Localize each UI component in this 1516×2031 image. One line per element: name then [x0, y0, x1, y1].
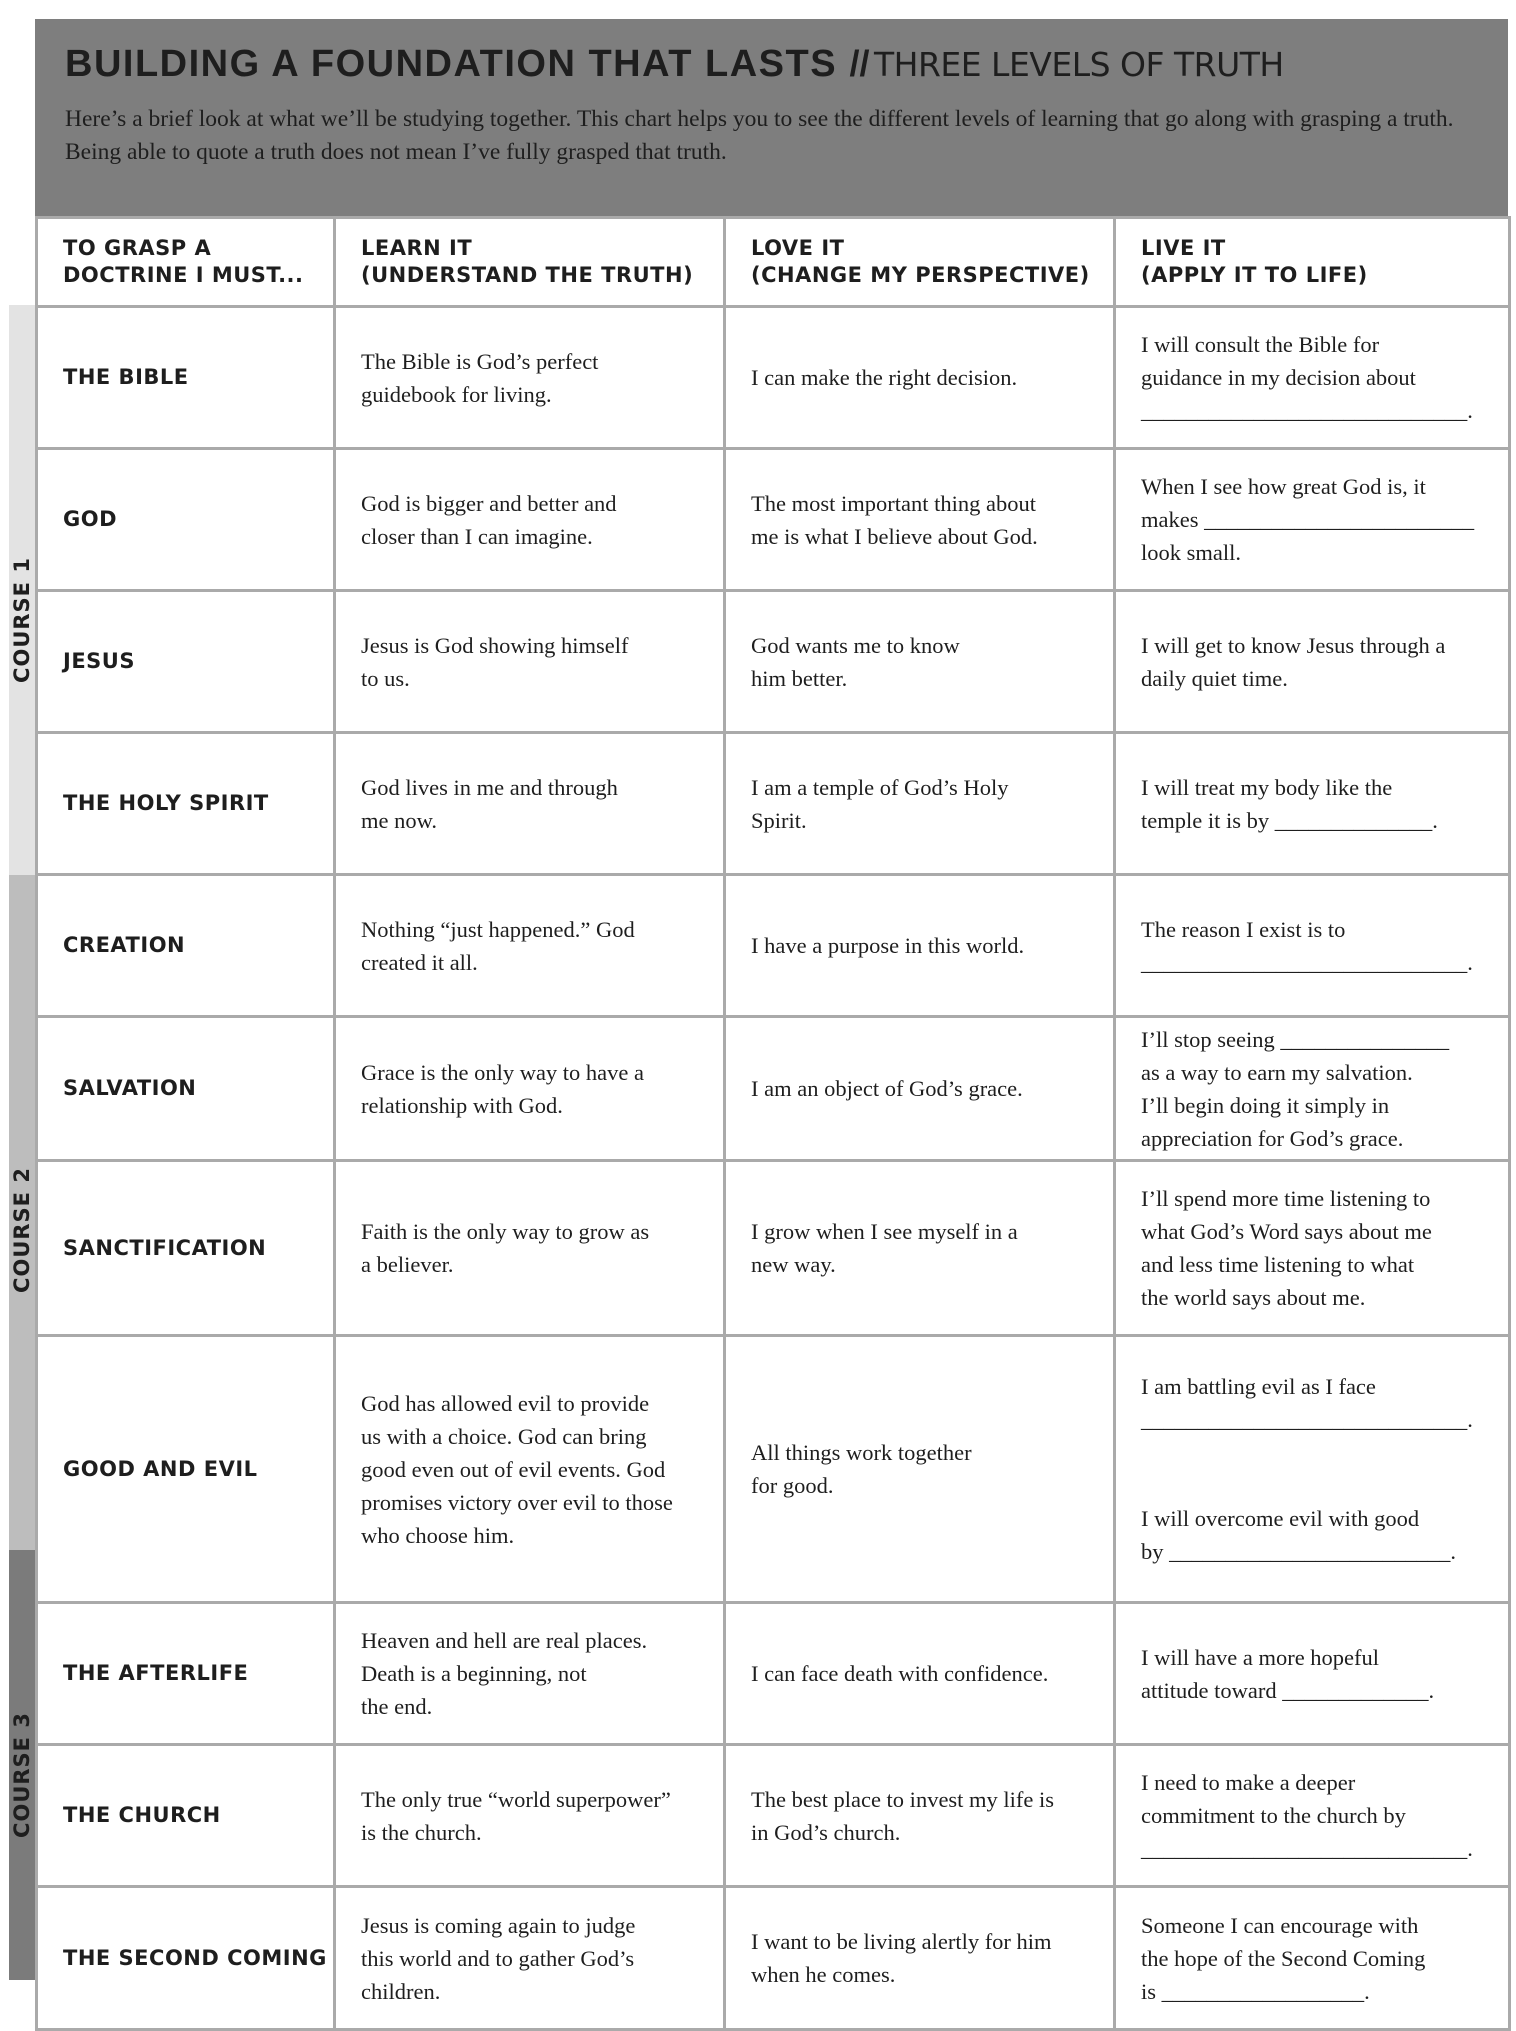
doctrine-cell: THE BIBLE — [37, 307, 335, 449]
learn-cell: Nothing “just happened.” God created it all. — [335, 875, 725, 1017]
live-cell: When I see how great God is, it makes ________________________ look small. — [1115, 449, 1510, 591]
learn-cell: Heaven and hell are real places. Death is a beginning, not the end. — [335, 1603, 725, 1745]
love-cell: All things work together for good. — [725, 1336, 1115, 1603]
learn-cell: Jesus is God showing himself to us. — [335, 591, 725, 733]
doctrine-cell: SANCTIFICATION — [37, 1161, 335, 1336]
table-row — [37, 1745, 1510, 1887]
table-row — [37, 1336, 1510, 1603]
learn-cell: God has allowed evil to provide us with a choice. God can bring good even out of evil events. God promises victory over evil to those who choose him. — [335, 1336, 725, 1603]
learn-cell: The only true “world superpower” is the church. — [335, 1745, 725, 1887]
intro-paragraph: Here’s a brief look at what we’ll be studying together. This chart helps you to see the different levels of learning that go along with grasping a truth. Being able to quote a truth does not mean I’ve fully grasped that truth. — [65, 106, 1454, 165]
doctrine-cell: SALVATION — [37, 1017, 335, 1161]
learn-cell: Grace is the only way to have a relationship with God. — [335, 1017, 725, 1161]
learn-cell: Faith is the only way to grow as a believer. — [335, 1161, 725, 1336]
love-cell: I have a purpose in this world. — [725, 875, 1115, 1017]
table-row — [37, 449, 1510, 591]
column-header-love: LOVE IT (CHANGE MY PERSPECTIVE) — [725, 218, 1115, 307]
title-subtitle: THREE LEVELS OF TRUTH — [873, 45, 1284, 84]
doctrine-cell: GOD — [37, 449, 335, 591]
table-row — [37, 1017, 1510, 1161]
table-header-row — [37, 218, 1510, 307]
title-separator: // — [849, 43, 870, 84]
course-1-label: COURSE 1 — [10, 557, 34, 683]
love-cell: God wants me to know him better. — [725, 591, 1115, 733]
doctrine-cell: CREATION — [37, 875, 335, 1017]
doctrine-cell: THE SECOND COMING — [37, 1887, 335, 2030]
live-prompt-1: I am battling evil as I face _____________________________. — [1141, 1374, 1473, 1432]
column-header-live: LIVE IT (APPLY IT TO LIFE) — [1115, 218, 1510, 307]
doctrine-cell: THE HOLY SPIRIT — [37, 733, 335, 875]
learn-cell: God lives in me and through me now. — [335, 733, 725, 875]
love-cell: I am an object of God’s grace. — [725, 1017, 1115, 1161]
table-row — [37, 307, 1510, 449]
column-header-learn: LEARN IT (UNDERSTAND THE TRUTH) — [335, 218, 725, 307]
header-banner — [35, 19, 1508, 216]
doctrine-cell: JESUS — [37, 591, 335, 733]
live-cell: Someone I can encourage with the hope of the Second Coming is __________________. — [1115, 1887, 1510, 2030]
doctrine-cell: THE CHURCH — [37, 1745, 335, 1887]
learn-cell: The Bible is God’s perfect guidebook for living. — [335, 307, 725, 449]
page-title — [65, 45, 1508, 83]
doctrine-cell: GOOD AND EVIL — [37, 1336, 335, 1603]
live-cell: I need to make a deeper commitment to the church by _____________________________. — [1115, 1745, 1510, 1887]
column-header-doctrine: TO GRASP A DOCTRINE I MUST... — [37, 218, 335, 307]
live-cell — [1115, 1336, 1510, 1603]
live-cell: I’ll spend more time listening to what God’s Word says about me and less time listening to what the world says about me. — [1115, 1161, 1510, 1336]
learn-cell: Jesus is coming again to judge this world and to gather God’s children. — [335, 1887, 725, 2030]
table-row — [37, 1887, 1510, 2030]
love-cell: The most important thing about me is what I believe about God. — [725, 449, 1115, 591]
live-cell: The reason I exist is to _____________________________. — [1115, 875, 1510, 1017]
table-row — [37, 875, 1510, 1017]
learn-cell: God is bigger and better and closer than I can imagine. — [335, 449, 725, 591]
love-cell: I grow when I see myself in a new way. — [725, 1161, 1115, 1336]
title-main: BUILDING A FOUNDATION THAT LASTS — [65, 43, 838, 85]
doctrine-cell: THE AFTERLIFE — [37, 1603, 335, 1745]
love-cell: I want to be living alertly for him when he comes. — [725, 1887, 1115, 2030]
table-row — [37, 733, 1510, 875]
love-cell: I am a temple of God’s Holy Spirit. — [725, 733, 1115, 875]
love-cell: I can make the right decision. — [725, 307, 1115, 449]
table-row — [37, 1603, 1510, 1745]
live-cell: I’ll stop seeing _______________ as a way to earn my salvation. I’ll begin doing it simply in appreciation for God’s grace. — [1115, 1017, 1510, 1161]
live-cell: I will get to know Jesus through a daily quiet time. — [1115, 591, 1510, 733]
live-prompt-2: I will overcome evil with good by _________________________. — [1141, 1506, 1456, 1564]
live-cell: I will have a more hopeful attitude toward _____________. — [1115, 1603, 1510, 1745]
table-row — [37, 1161, 1510, 1336]
course-2-label: COURSE 2 — [10, 1167, 34, 1293]
love-cell: The best place to invest my life is in God’s church. — [725, 1745, 1115, 1887]
course-3-label: COURSE 3 — [10, 1712, 34, 1838]
table-row — [37, 591, 1510, 733]
live-cell: I will treat my body like the temple it is by ______________. — [1115, 733, 1510, 875]
love-cell: I can face death with confidence. — [725, 1603, 1115, 1745]
live-cell: I will consult the Bible for guidance in my decision about _____________________________. — [1115, 307, 1510, 449]
doctrine-table — [35, 216, 1511, 2031]
